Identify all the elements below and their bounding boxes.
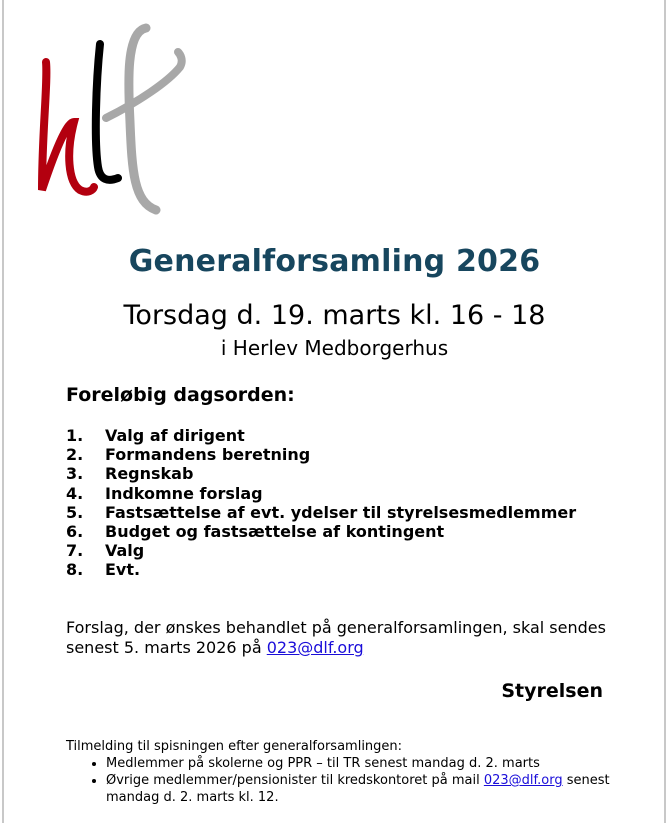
agenda-item [66,426,576,445]
event-location: i Herlev Medborgerhus [220,336,449,360]
registration-text-after: senest mandag d. 2. marts kl. 12. [106,773,610,805]
agenda-number: 5. [66,502,84,522]
agenda-list [66,426,576,580]
agenda-number: 2. [66,445,84,465]
agenda-item [66,445,576,464]
agenda-label: Indkomne forslag [105,483,263,503]
agenda-label: Formandens beretning [105,445,311,465]
agenda-label: Fastsættelse af evt. ydelser til styrelsesmedlemmer [105,502,577,522]
agenda-label: Evt. [105,560,141,580]
agenda-number: 8. [66,560,84,580]
proposal-text: Forslag, der ønskes behandlet på generalforsamlingen, skal sendes senest 5. marts 2026 på [66,618,606,657]
agenda-label: Valg [105,541,145,561]
agenda-number: 1. [66,426,84,445]
registration-email-link[interactable]: 023@dlf.org [483,773,563,788]
agenda-item [66,484,576,503]
agenda-item [66,541,576,560]
agenda-item [66,503,576,522]
agenda-number: 6. [66,521,84,541]
agenda-label: Regnskab [105,464,194,484]
registration-section [66,738,626,806]
agenda-number: 7. [66,541,84,561]
agenda-heading: Foreløbig dagsorden: [66,384,295,406]
agenda-item [66,522,576,541]
registration-text: Medlemmer på skolerne og PPR – til TR senest mandag d. 2. marts [106,756,540,771]
agenda-item [66,560,576,579]
proposal-paragraph [66,618,626,658]
agenda-number: 4. [66,483,84,503]
proposal-email-link[interactable]: 023@dlf.org [266,638,364,657]
agenda-number: 3. [66,464,84,484]
registration-list [66,755,626,806]
page-title: Generalforsamling 2026 [128,244,541,279]
registration-item [106,772,626,806]
registration-heading: Tilmelding til spisningen efter generalforsamlingen: [66,739,403,754]
signature: Styrelsen [501,680,603,702]
dlf-logo [38,22,198,217]
agenda-label: Budget og fastsættelse af kontingent [105,521,445,541]
agenda-label: Valg af dirigent [105,426,245,445]
event-date: Torsdag d. 19. marts kl. 16 - 18 [123,300,546,331]
agenda-item [66,464,576,483]
registration-item [106,755,626,772]
registration-text: Øvrige medlemmer/pensionister til kredskontoret på mail [106,773,484,788]
